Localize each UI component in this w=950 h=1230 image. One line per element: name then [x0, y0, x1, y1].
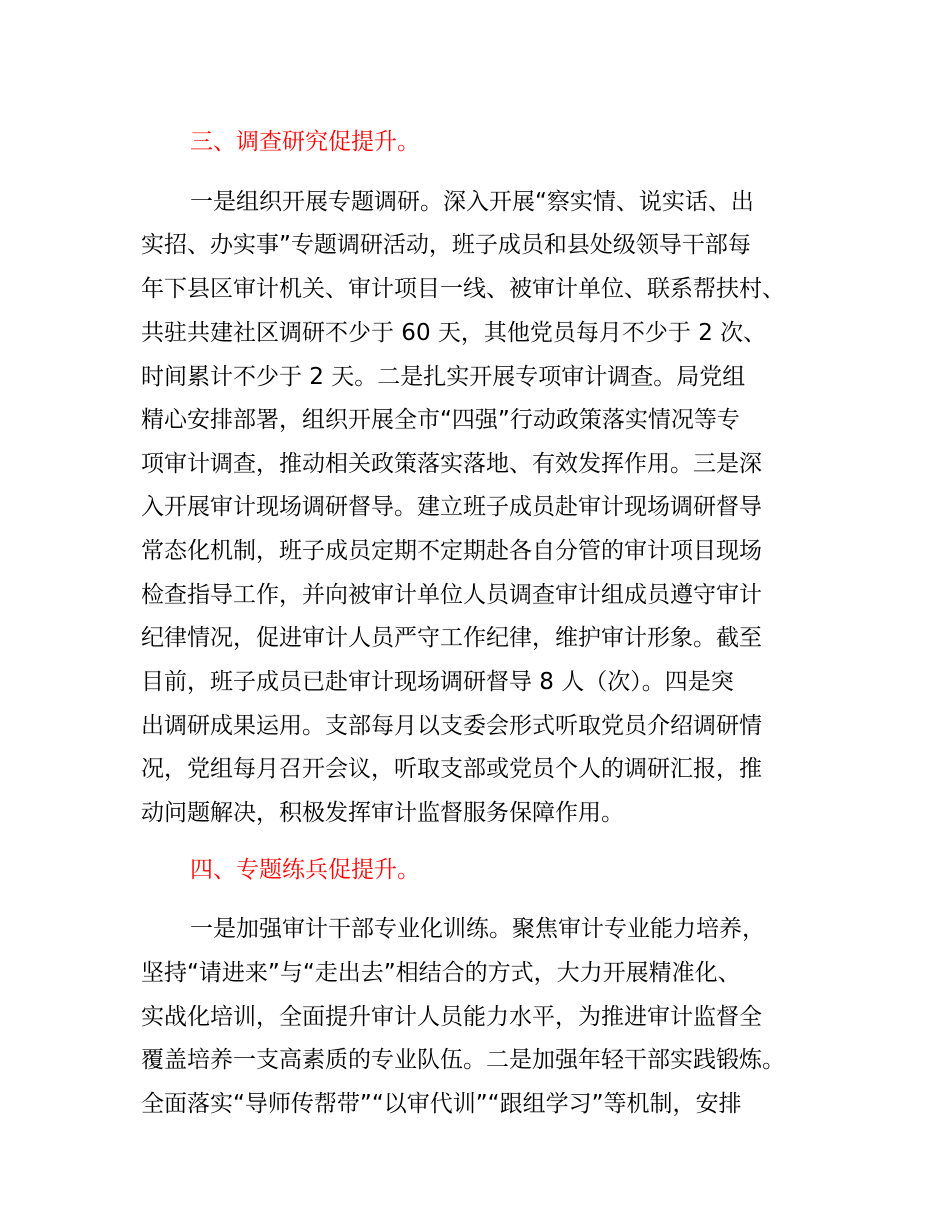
paragraph-line: 精心安排部署，组织开展全市“四强”行动政策落实情况等专 [141, 407, 740, 433]
section-heading-4: 四、专题练兵促提升。 [190, 857, 420, 883]
paragraph-line: 共驻共建社区调研不少于 60 天，其他党员每月不少于 2 次、 [141, 320, 767, 346]
paragraph-line: 目前，班子成员已赴审计现场调研督导 8 人（次）。四是突 [141, 669, 734, 695]
paragraph-line: 时间累计不少于 2 天。二是扎实开展专项审计调查。局党组 [141, 364, 746, 390]
paragraph-line: 实战化培训，全面提升审计人员能力水平，为推进审计监督全 [141, 1004, 762, 1030]
paragraph-line: 坚持“请进来”与“走出去”相结合的方式，大力开展精准化、 [141, 960, 741, 986]
paragraph-line: 项审计调查，推动相关政策落实落地、有效发挥作用。三是深 [141, 451, 762, 477]
paragraph-line: 入开展审计现场调研督导。建立班子成员赴审计现场调研督导 [141, 494, 762, 520]
paragraph-line: 年下县区审计机关、审计项目一线、被审计单位、联系帮扶村、 [141, 276, 785, 302]
paragraph-line: 覆盖培养一支高素质的专业队伍。二是加强年轻干部实践锻炼。 [141, 1047, 785, 1073]
paragraph-line: 一是组织开展专题调研。深入开展“察实情、说实话、出 [190, 189, 754, 215]
paragraph-line: 动问题解决，积极发挥审计监督服务保障作用。 [141, 800, 624, 826]
paragraph-line: 检查指导工作，并向被审计单位人员调查审计组成员遵守审计 [141, 582, 762, 608]
paragraph-line: 纪律情况，促进审计人员严守工作纪律，维护审计形象。截至 [141, 625, 762, 651]
paragraph-line: 常态化机制，班子成员定期不定期赴各自分管的审计项目现场 [141, 538, 762, 564]
section-heading-3: 三、调查研究促提升。 [190, 129, 420, 155]
paragraph-line: 况，党组每月召开会议，听取支部或党员个人的调研汇报，推 [141, 756, 762, 782]
paragraph-line: 一是加强审计干部专业化训练。聚焦审计专业能力培养， [190, 916, 765, 942]
paragraph-line: 全面落实“导师传帮带”“以审代训”“跟组学习”等机制，安排 [141, 1091, 742, 1117]
paragraph-line: 实招、办实事”专题调研活动，班子成员和县处级领导干部每 [141, 232, 751, 258]
paragraph-line: 出调研成果运用。支部每月以支委会形式听取党员介绍调研情 [141, 713, 762, 739]
